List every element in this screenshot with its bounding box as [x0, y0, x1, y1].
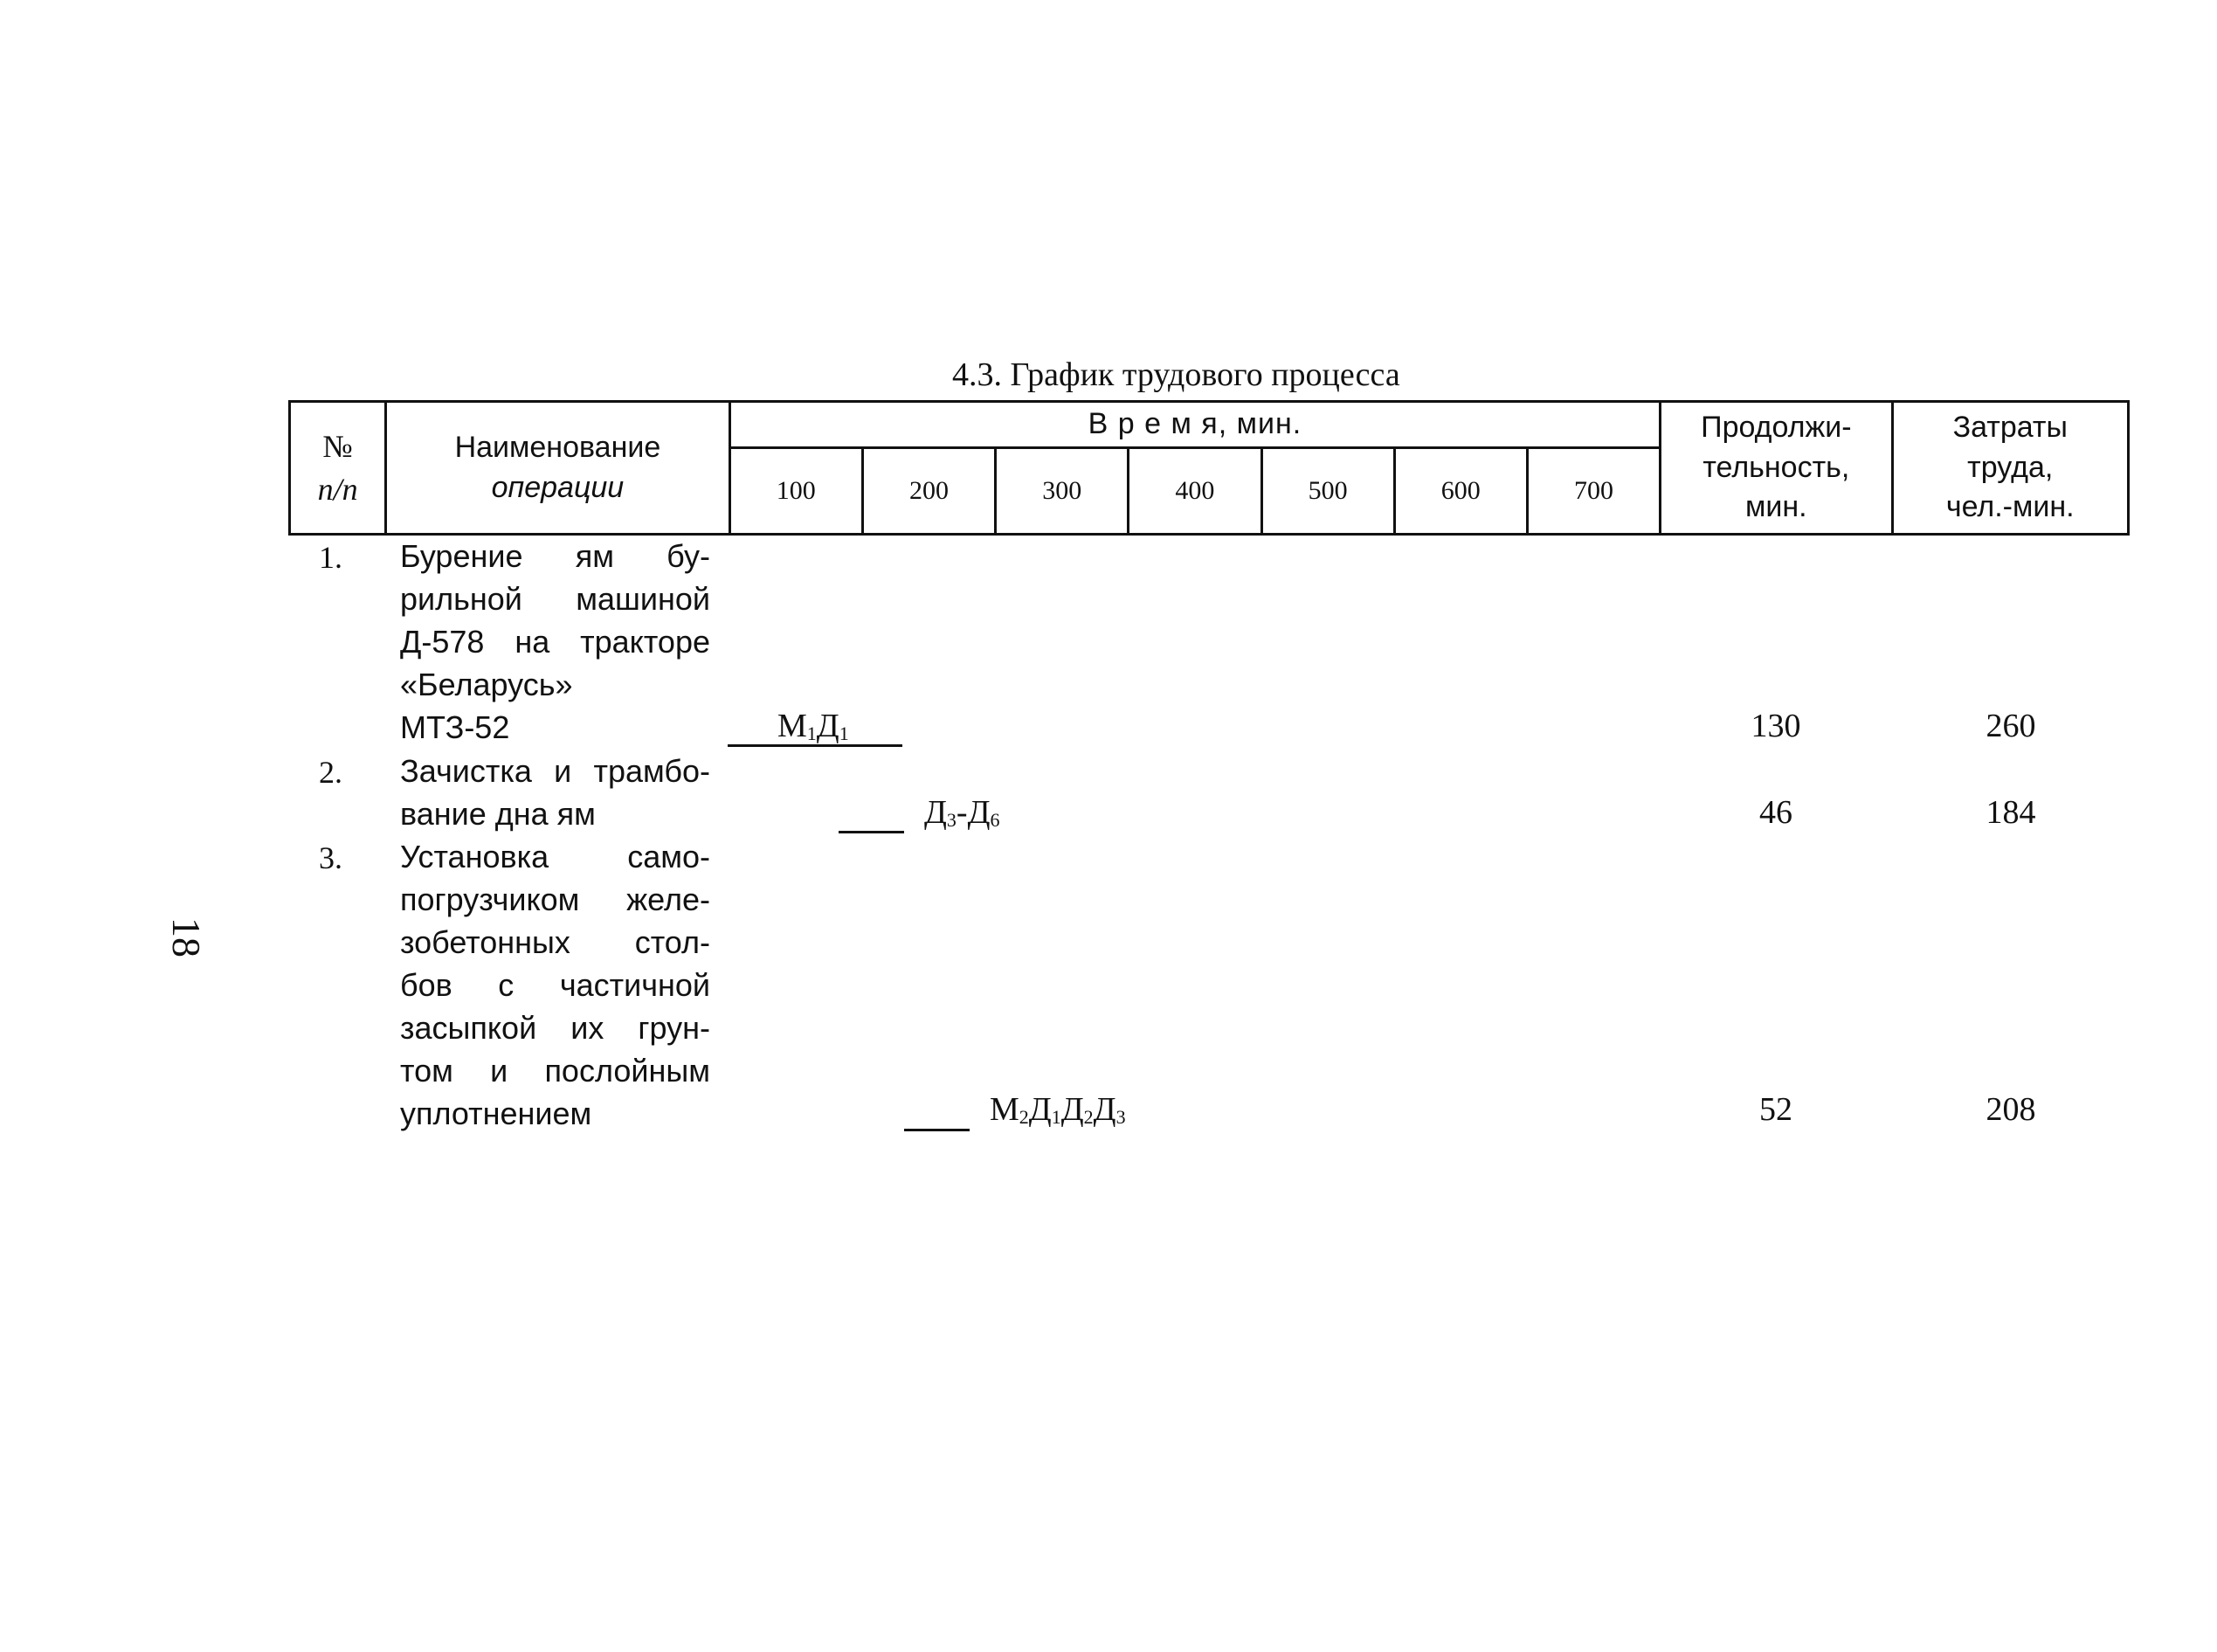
header-duration: Продолжи- тельность, мин. — [1661, 402, 1892, 535]
duration-value: 52 — [1759, 1091, 1792, 1128]
header-time: В р е м я, мин. — [729, 402, 1660, 448]
gantt-bar — [839, 831, 904, 833]
time-tick: 400 — [1129, 448, 1261, 535]
time-tick: 300 — [996, 448, 1129, 535]
row-number: 3. — [319, 840, 342, 875]
schedule-table-header — [288, 400, 2130, 536]
gantt-bar — [904, 1129, 970, 1131]
operation-name: Установка само- погрузчиком желе- зобетонных стол- бов с частичной засыпкой их грун- том и послойным уплотнением — [400, 839, 710, 1131]
table-title: 4.3. График трудового процесса — [952, 356, 1400, 393]
gantt-label: $М_2Д_1Д_2Д_3$ — [990, 1091, 1126, 1128]
labor-value: 260 — [1986, 708, 2036, 744]
header-operation-name: Наименование операции — [386, 402, 730, 535]
time-tick: 500 — [1261, 448, 1394, 535]
row-number: 2. — [319, 755, 342, 790]
gantt-bar — [728, 744, 902, 747]
operation-name: Бурение ям бу- рильной машиной Д-578 на тракторе «Беларусь» МТЗ-52 — [400, 538, 710, 745]
duration-value: 130 — [1751, 708, 1801, 744]
operation-name: Зачистка и трамбо- вание дна ям — [400, 753, 710, 832]
time-tick: 700 — [1527, 448, 1660, 535]
labor-value: 208 — [1986, 1091, 2036, 1128]
time-tick: 200 — [862, 448, 995, 535]
gantt-label: $Д_3-Д_6$ — [924, 794, 1000, 831]
gantt-label: $М_1Д_1$ — [777, 708, 849, 744]
duration-value: 46 — [1759, 794, 1792, 831]
time-tick: 100 — [729, 448, 862, 535]
time-tick: 600 — [1394, 448, 1527, 535]
page-number: 18 — [164, 917, 209, 957]
header-num: № п/п — [290, 402, 386, 535]
header-labor: Затраты труда, чел.-мин. — [1892, 402, 2128, 535]
labor-value: 184 — [1986, 794, 2036, 831]
row-number: 1. — [319, 540, 342, 575]
